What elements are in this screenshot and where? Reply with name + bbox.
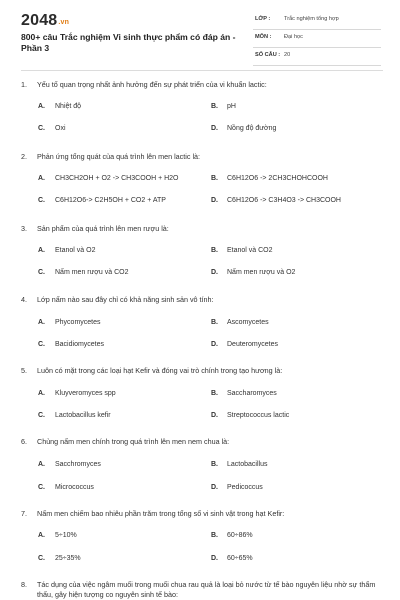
option-letter: A. <box>38 390 45 397</box>
site-logo[interactable] <box>21 12 69 30</box>
option-letter: D. <box>211 125 218 132</box>
option-text[interactable]: CH3CH2OH + O2 -> CH3COOH + H2O <box>55 175 179 182</box>
question-text: Sản phẩm của quá trình lên men rượu là: <box>37 224 169 233</box>
question-text: Chủng nấm men chính trong quá trình lên men nem chua là: <box>37 437 230 446</box>
option-letter: B. <box>211 103 218 110</box>
option-text[interactable]: Bacidiomycetes <box>55 341 105 348</box>
option-letter: B. <box>211 319 218 326</box>
option-letter: C. <box>38 341 45 348</box>
option-text[interactable]: 60÷65% <box>227 555 253 562</box>
question-number: 1. <box>21 80 27 89</box>
option-letter: D. <box>211 341 218 348</box>
option-text[interactable]: pH <box>227 103 236 110</box>
option-text[interactable]: Kluyveromyces spp <box>55 390 116 397</box>
question-number: 6. <box>21 437 27 446</box>
meta-value: Trắc nghiệm tổng hợp <box>284 16 339 22</box>
option-letter: B. <box>211 390 218 397</box>
option-text[interactable]: Lactobacillus <box>227 461 268 468</box>
option-letter: A. <box>38 461 45 468</box>
meta-row-class <box>253 14 381 30</box>
option-text[interactable]: Lactobacillus kefir <box>55 412 111 419</box>
option-letter: A. <box>38 247 45 254</box>
option-letter: B. <box>211 175 218 182</box>
option-text[interactable]: Streptococcus lactic <box>227 412 290 419</box>
question-text: Nấm men chiếm bao nhiêu phần trăm trong tổng số vi sinh vật trong hạt Kefir: <box>37 509 285 518</box>
option-text[interactable]: 5÷10% <box>55 532 77 539</box>
option-text[interactable]: Micrococcus <box>55 484 94 491</box>
question-text: Yếu tố quan trọng nhất ảnh hưởng đến sự phát triển của vi khuẩn lactic: <box>37 80 267 89</box>
option-letter: C. <box>38 484 45 491</box>
option-text[interactable]: 25÷35% <box>55 555 81 562</box>
option-text[interactable]: Phycomycetes <box>55 319 101 326</box>
option-letter: D. <box>211 555 218 562</box>
option-text[interactable]: Oxi <box>55 125 66 132</box>
option-text[interactable]: Etanol và CO2 <box>227 247 273 254</box>
option-text[interactable]: Nấm men rượu và O2 <box>227 269 296 276</box>
question-text: Lớp nấm nào sau đây chỉ có khả năng sinh sản vô tính: <box>37 295 214 304</box>
option-letter: A. <box>38 103 45 110</box>
meta-label: SỐ CÂU : <box>255 52 281 58</box>
option-text[interactable]: C6H12O6 -> 2CH3CHOHCOOH <box>227 175 328 182</box>
question-number: 5. <box>21 366 27 375</box>
question-number: 3. <box>21 224 27 233</box>
option-text[interactable]: Nồng độ đường <box>227 125 277 132</box>
question-text: Luôn có mặt trong các loại hạt Kefir và đóng vai trò chính trong tạo hương là: <box>37 366 283 375</box>
option-text[interactable]: Nấm men rượu và CO2 <box>55 269 129 276</box>
option-text[interactable]: 60÷86% <box>227 532 253 539</box>
meta-panel <box>253 14 381 68</box>
meta-row-subject <box>253 32 381 48</box>
option-letter: B. <box>211 532 218 539</box>
option-letter: C. <box>38 555 45 562</box>
option-text[interactable]: Pedicoccus <box>227 484 263 491</box>
header-divider <box>21 70 383 71</box>
option-text[interactable]: Etanol và O2 <box>55 247 96 254</box>
option-text[interactable]: Nhiệt độ <box>55 103 82 110</box>
option-letter: A. <box>38 175 45 182</box>
option-text[interactable]: Ascomycetes <box>227 319 269 326</box>
option-letter: C. <box>38 197 45 204</box>
option-letter: D. <box>211 197 218 204</box>
question-text: Phản ứng tổng quát của quá trình lên men lactic là: <box>37 152 201 161</box>
meta-value: Đại học <box>284 34 303 40</box>
option-text[interactable]: Deuteromycetes <box>227 341 278 348</box>
option-text[interactable]: Saccharomyces <box>227 390 277 397</box>
option-text[interactable]: C6H12O6-> C2H5OH + CO2 + ATP <box>55 197 166 204</box>
option-letter: C. <box>38 412 45 419</box>
question-number: 8. <box>21 580 27 589</box>
option-text[interactable]: C6H12O6 -> C3H4O3 -> CH3COOH <box>227 197 341 204</box>
question-text: Tác dụng của việc ngâm muối trong muối chua rau quả là loại bỏ nước từ tế bào nguyên liệu nhờ sự thẩm thấu, gây hiện tượng co nguyên sinh tế bào: <box>37 580 376 599</box>
document-title: 800+ câu Trắc nghiệm Vi sinh thực phẩm có đáp án - Phần 3 <box>21 32 236 53</box>
question-number: 4. <box>21 295 27 304</box>
option-letter: D. <box>211 484 218 491</box>
meta-label: MÔN : <box>255 34 272 40</box>
logo-main: 2048 <box>21 12 58 29</box>
meta-row-count <box>253 50 381 66</box>
option-text[interactable]: Sacchromyces <box>55 461 101 468</box>
option-letter: B. <box>211 247 218 254</box>
option-letter: D. <box>211 412 218 419</box>
logo-suffix: .vn <box>58 19 70 26</box>
meta-value: 20 <box>284 52 291 58</box>
meta-label: LỚP : <box>255 16 271 22</box>
option-letter: C. <box>38 269 45 276</box>
option-letter: A. <box>38 532 45 539</box>
option-letter: B. <box>211 461 218 468</box>
option-letter: C. <box>38 125 45 132</box>
option-letter: D. <box>211 269 218 276</box>
question-number: 2. <box>21 152 27 161</box>
option-letter: A. <box>38 319 45 326</box>
question-number: 7. <box>21 509 27 518</box>
